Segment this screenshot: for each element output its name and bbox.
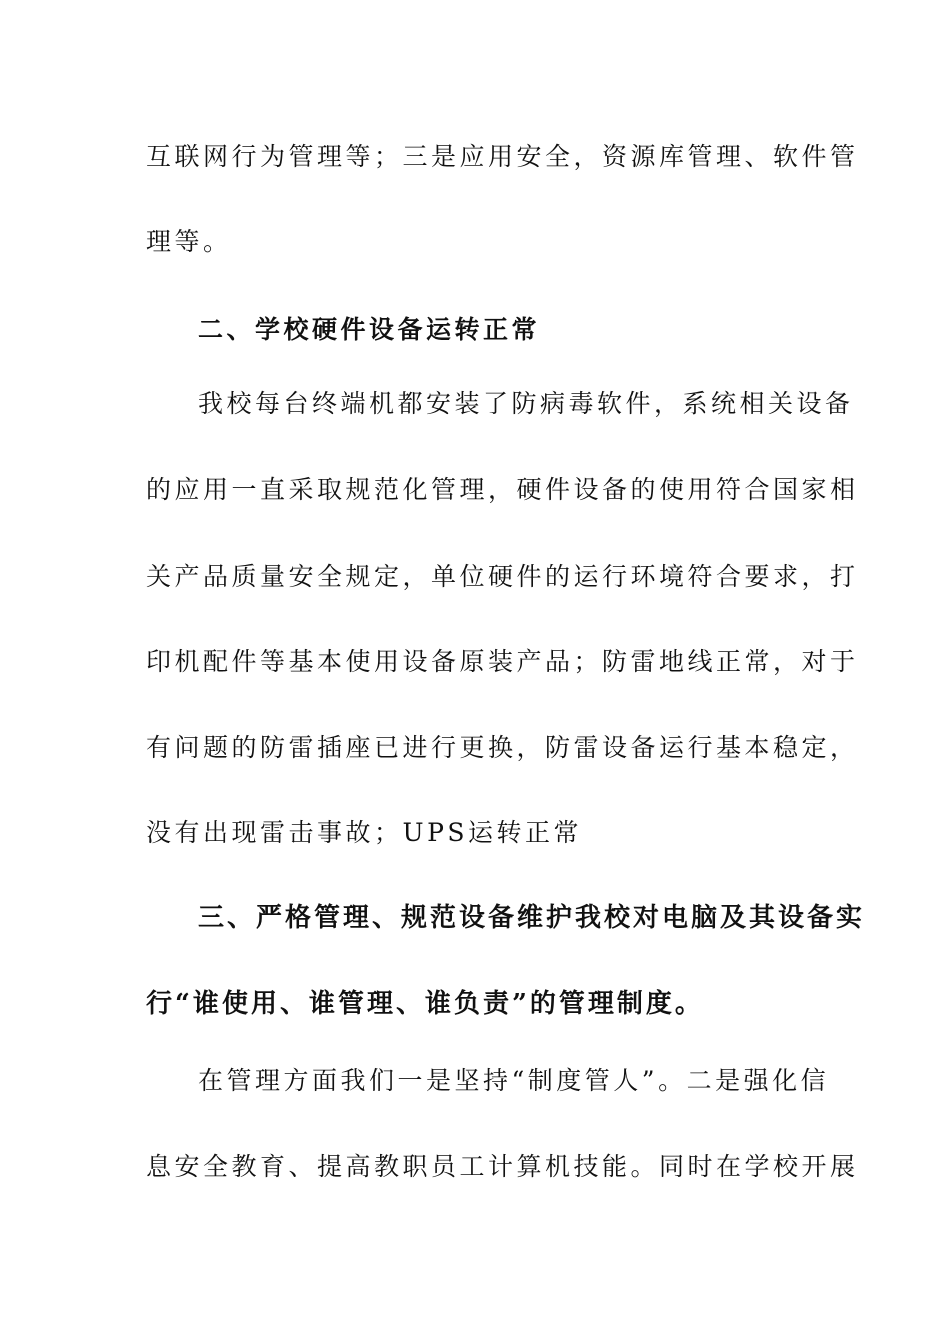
paragraph-line: 息安全教育、提高教职员工计算机技能。同时在学校开展	[146, 1152, 859, 1181]
paragraph-line: 我校每台终端机都安装了防病毒软件，系统相关设备	[198, 389, 854, 418]
section-heading-3: 三、严格管理、规范设备维护我校对电脑及其设备实	[198, 903, 866, 933]
paragraph-line: 印机配件等基本使用设备原装产品；防雷地线正常，对于	[146, 647, 859, 676]
paragraph-line: 互联网行为管理等；三是应用安全，资源库管理、软件管	[146, 142, 859, 171]
paragraph-line: 没有出现雷击事故；UPS运转正常	[146, 818, 583, 847]
section-heading-2: 二、学校硬件设备运转正常	[198, 315, 541, 344]
paragraph-line: 有问题的防雷插座已进行更换，防雷设备运行基本稳定，	[146, 733, 859, 762]
paragraph-line: 在管理方面我们一是坚持“制度管人”。二是强化信	[198, 1066, 830, 1095]
paragraph-line: 理等。	[146, 227, 232, 256]
section-heading-3-continued: 行“谁使用、谁管理、谁负责”的管理制度。	[146, 989, 704, 1019]
paragraph-line: 的应用一直采取规范化管理，硬件设备的使用符合国家相	[146, 475, 859, 504]
paragraph-line: 关产品质量安全规定，单位硬件的运行环境符合要求，打	[146, 562, 859, 591]
